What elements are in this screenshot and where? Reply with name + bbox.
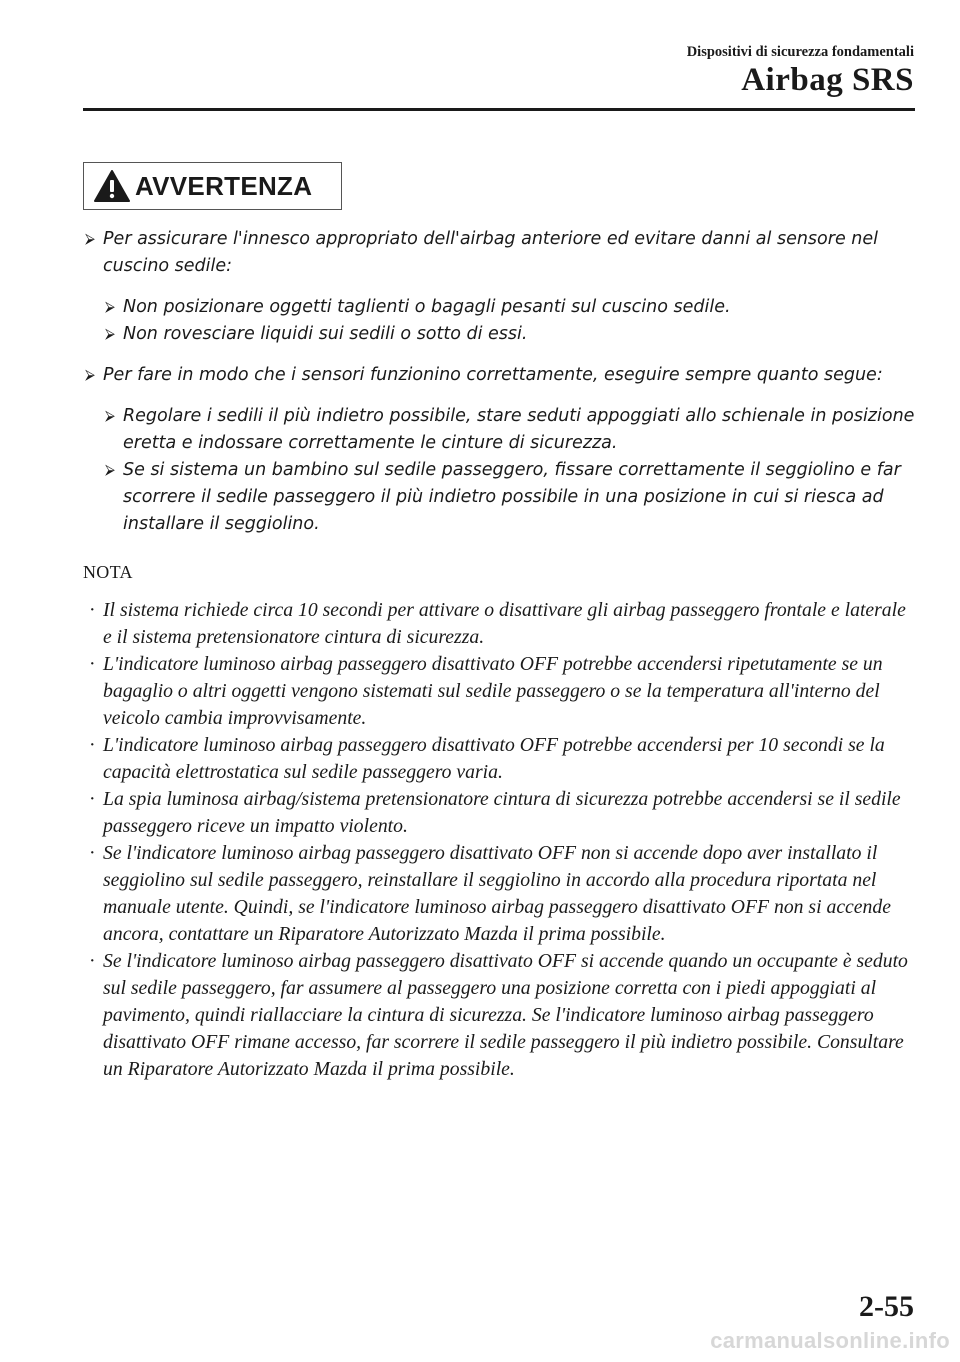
watermark: carmanualsonline.info — [710, 1328, 950, 1353]
warning-subitem — [103, 321, 918, 348]
warning-item-text: Per fare in modo che i sensori funzionino correttamente, eseguire sempre quanto segue: — [103, 365, 883, 385]
nota-item — [83, 840, 918, 948]
dot-bullet-icon: · — [89, 788, 96, 810]
nota-item-text: L'indicatore luminoso airbag passeggero disattivato OFF potrebbe accendersi per 10 secondi se la capacità elettrostatica sul sedile passeggero varia. — [103, 734, 885, 783]
nota-item-text: Il sistema richiede circa 10 secondi per attivare o disattivare gli airbag passeggero frontale e laterale e il sistema pretensionatore cintura di sicurezza. — [103, 599, 906, 648]
nota-item-text: L'indicatore luminoso airbag passeggero disattivato OFF potrebbe accendersi ripetutamente se un bagaglio o altri oggetti vengono sistemati sul sedile passeggero o se la temperatura all'interno del veicolo cambia improvvisamente. — [103, 653, 883, 729]
page-number: 2-55 — [859, 1290, 914, 1323]
nota-item — [83, 597, 918, 651]
nota-item-text: Se l'indicatore luminoso airbag passeggero disattivato OFF si accende quando un occupante è seduto sul sedile passeggero, far assumere al passeggero una posizione corretta con i piedi appoggiati al pavimento, quindi riallacciare la cintura di sicurezza. Se l'indicatore luminoso airbag passeggero disattivato OFF rimane accesso, far scorrere il sedile passeggero il più indietro possibile. Consultare un Riparatore Autorizzato Mazda il prima possibile. — [103, 950, 908, 1080]
dot-bullet-icon: · — [89, 842, 96, 864]
warning-subitem-text: Non rovesciare liquidi sui sedili o sotto di essi. — [123, 324, 528, 344]
dot-bullet-icon: · — [89, 599, 96, 621]
arrow-bullet-icon: ⮚ — [85, 367, 95, 383]
nota-item-text: La spia luminosa airbag/sistema pretensionatore cintura di sicurezza potrebbe accendersi se il sedile passeggero riceve un impatto violento. — [103, 788, 901, 837]
warning-subitem — [103, 403, 918, 457]
arrow-bullet-icon: ⮚ — [105, 299, 115, 315]
nota-item-text: Se l'indicatore luminoso airbag passeggero disattivato OFF non si accende dopo aver installato il seggiolino sul sedile passeggero, reinstallare il seggiolino in accordo alla procedura riportata nel manuale utente. Quindi, se l'indicatore luminoso airbag passeggero disattivato OFF non si accende ancora, contattare un Riparatore Autorizzato Mazda il prima possibile. — [103, 842, 891, 945]
warning-item — [83, 226, 918, 280]
page-title: Airbag SRS — [741, 62, 914, 98]
warning-item — [83, 362, 918, 389]
nota-label: NOTA — [83, 562, 133, 582]
nota-item — [83, 786, 918, 840]
nota-item — [83, 651, 918, 732]
warning-subitem-text: Se si sistema un bambino sul sedile passeggero, fissare correttamente il seggiolino e far scorrere il sedile passeggero il più indietro possibile in una posizione in cui si riesca ad installare il seggiolino. — [123, 460, 901, 534]
warning-subitem-text: Non posizionare oggetti taglienti o bagagli pesanti sul cuscino sedile. — [123, 297, 731, 317]
warning-subitem — [103, 457, 918, 538]
dot-bullet-icon: · — [89, 653, 96, 675]
arrow-bullet-icon: ⮚ — [85, 231, 95, 247]
dot-bullet-icon: · — [89, 950, 96, 972]
header-section: Dispositivi di sicurezza fondamentali — [686, 44, 914, 60]
warning-subitem — [103, 294, 918, 321]
header-rule — [83, 108, 915, 111]
arrow-bullet-icon: ⮚ — [105, 462, 115, 478]
dot-bullet-icon: · — [89, 734, 96, 756]
arrow-bullet-icon: ⮚ — [105, 326, 115, 342]
arrow-bullet-icon: ⮚ — [105, 408, 115, 424]
warning-item-text: Per assicurare l'innesco appropriato dell'airbag anteriore ed evitare danni al sensore nel cuscino sedile: — [103, 229, 878, 276]
warning-title: AVVERTENZA — [135, 170, 313, 201]
warning-box — [83, 162, 342, 210]
nota-list — [83, 597, 918, 1083]
nota-item — [83, 948, 918, 1083]
warning-triangle-icon — [93, 169, 133, 203]
warning-list — [83, 226, 918, 538]
warning-subitem-text: Regolare i sedili il più indietro possibile, stare seduti appoggiati allo schienale in posizione eretta e indossare correttamente le cinture di sicurezza. — [123, 406, 915, 453]
nota-item — [83, 732, 918, 786]
